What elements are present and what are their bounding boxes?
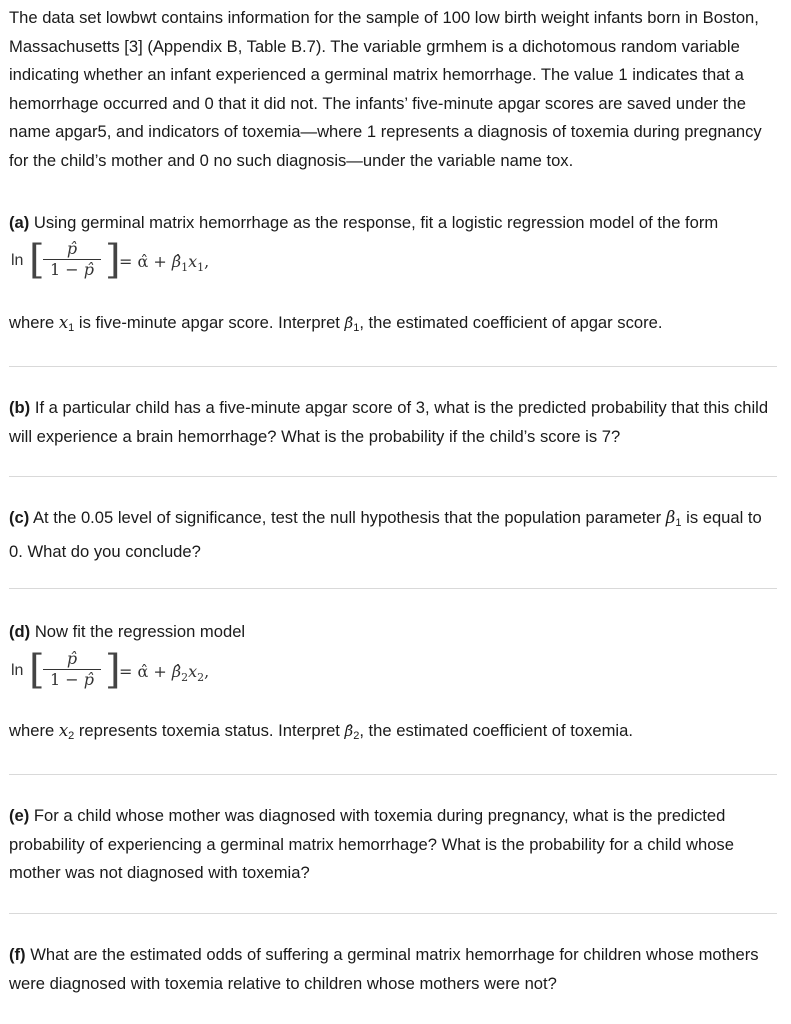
equation-d-x-sub: 2 bbox=[197, 671, 205, 685]
part-b-question bbox=[9, 394, 777, 451]
part-a-where-suffix: , the estimated coefficient of apgar score. bbox=[359, 313, 663, 332]
part-a-where-prefix: where bbox=[9, 313, 59, 332]
part-d-label: (d) bbox=[9, 622, 31, 641]
part-c-text-after: is equal to 0. What do you conclude? bbox=[9, 508, 762, 561]
part-e-label: (e) bbox=[9, 806, 30, 825]
equation-a-x-sub: 1 bbox=[197, 261, 205, 275]
part-b-label: (b) bbox=[9, 398, 31, 417]
part-d-where-mid: represents toxemia status. Interpret bbox=[74, 721, 345, 740]
equation-d-den-one: 1 − bbox=[49, 670, 84, 689]
equation-a-comma: , bbox=[204, 252, 210, 271]
part-d-where-text bbox=[9, 717, 777, 751]
part-f bbox=[9, 941, 777, 998]
equation-a-numerator: p̂ bbox=[66, 239, 78, 258]
equation-d-comma: , bbox=[204, 662, 210, 681]
part-a-where-mid: is five-minute apgar score. Interpret bbox=[74, 313, 345, 332]
part-c-text-before: At the 0.05 level of significance, test the null hypothesis that the population parameter bbox=[32, 508, 666, 527]
equation-a-equals: = α̂ + bbox=[119, 252, 172, 271]
equation-a-ln: ln bbox=[11, 252, 24, 269]
part-a-text: Using germinal matrix hemorrhage as the response, fit a logistic regression model of the form bbox=[33, 213, 719, 232]
equation-d-left-bracket: [ bbox=[29, 647, 45, 693]
equation-d-den-p: p̂ bbox=[83, 670, 94, 689]
part-e-question bbox=[9, 802, 777, 888]
part-b bbox=[9, 394, 777, 451]
part-f-text: What are the estimated odds of suffering a germinal matrix hemorrhage for children whose mothers were diagnosed with toxemia relative to children whose mothers were not? bbox=[9, 945, 759, 993]
equation-a-denominator bbox=[39, 261, 105, 279]
part-d-question bbox=[9, 618, 777, 647]
equation-d-ln: ln bbox=[11, 662, 24, 679]
part-d-where-beta: β̂ bbox=[344, 722, 354, 740]
part-a-label: (a) bbox=[9, 213, 30, 232]
equation-a-fraction bbox=[39, 240, 105, 279]
part-c-label: (c) bbox=[9, 508, 30, 527]
equation-d-rhs bbox=[119, 662, 209, 684]
equation-a-left-bracket: [ bbox=[29, 237, 45, 283]
part-a-where-var: x bbox=[58, 313, 69, 332]
part-d-where-beta-sub: 2 bbox=[353, 730, 360, 742]
part-a-where bbox=[9, 309, 777, 343]
equation-a-beta-sub: 1 bbox=[181, 261, 189, 275]
equation-a-den-p: p̂ bbox=[83, 260, 94, 279]
equation-a-x: x bbox=[188, 252, 198, 271]
part-a bbox=[9, 209, 777, 238]
part-c bbox=[9, 504, 777, 566]
part-a-question bbox=[9, 209, 777, 238]
part-b-text: If a particular child has a five-minute apgar score of 3, what is the predicted probability that this child will experience a brain hemorrhage? What is the probability if the child’s score is 7? bbox=[9, 398, 769, 446]
divider-c bbox=[9, 588, 777, 589]
part-f-question bbox=[9, 941, 777, 998]
part-d-where-prefix: where bbox=[9, 721, 59, 740]
part-a-where-var-sub: 1 bbox=[68, 322, 75, 334]
part-a-where-text bbox=[9, 309, 777, 343]
divider-e bbox=[9, 913, 777, 914]
equation-d-x: x bbox=[188, 662, 198, 681]
part-c-beta: β bbox=[665, 508, 676, 527]
part-d-text: Now fit the regression model bbox=[34, 622, 246, 641]
equation-a-rhs bbox=[119, 252, 209, 274]
part-d bbox=[9, 618, 777, 647]
part-a-where-beta-sub: 1 bbox=[353, 322, 360, 334]
divider-b bbox=[9, 476, 777, 477]
equation-d-fraction bbox=[39, 650, 105, 689]
equation-a-right-bracket: ] bbox=[105, 237, 121, 283]
part-a-where-beta: β̂ bbox=[344, 314, 354, 332]
part-d-where-var: x bbox=[58, 721, 69, 740]
equation-d-equals: = α̂ + bbox=[119, 662, 172, 681]
part-d-where bbox=[9, 717, 777, 751]
equation-d-beta-sub: 2 bbox=[181, 671, 189, 685]
equation-a-beta: β̂ bbox=[171, 252, 182, 271]
part-c-beta-sub: 1 bbox=[675, 517, 682, 529]
divider-a bbox=[9, 366, 777, 367]
equation-a-den-one: 1 − bbox=[49, 260, 84, 279]
part-d-where-var-sub: 2 bbox=[68, 730, 75, 742]
part-e bbox=[9, 802, 777, 888]
equation-d-beta: β̂ bbox=[171, 662, 182, 681]
part-d-where-suffix: , the estimated coefficient of toxemia. bbox=[359, 721, 633, 740]
part-c-question bbox=[9, 504, 777, 566]
equation-d-denominator bbox=[39, 671, 105, 689]
part-f-label: (f) bbox=[9, 945, 26, 964]
divider-d bbox=[9, 774, 777, 775]
intro-paragraph: The data set lowbwt contains information for the sample of 100 low birth weight infants born in Boston, Massachusetts [3] (Appendix B, Table B.7). The variable grmhem is a dichotomous random variable indicating whether an infant experienced a germinal matrix hemorrhage. The value 1 indicates that a hemorrhage occurred and 0 that it did not. The infants’ five-minute apgar scores are saved under the name apgar5, and indicators of toxemia—where 1 represents a diagnosis of toxemia during pregnancy for the child’s mother and 0 no such diagnosis—under the variable name tox. bbox=[9, 8, 762, 170]
equation-d-numerator: p̂ bbox=[66, 649, 78, 668]
part-e-text: For a child whose mother was diagnosed with toxemia during pregnancy, what is the predicted probability of experiencing a germinal matrix hemorrhage? What is the probability for a child whose mother was not diagnosed with toxemia? bbox=[9, 806, 734, 883]
equation-d-right-bracket: ] bbox=[105, 647, 121, 693]
